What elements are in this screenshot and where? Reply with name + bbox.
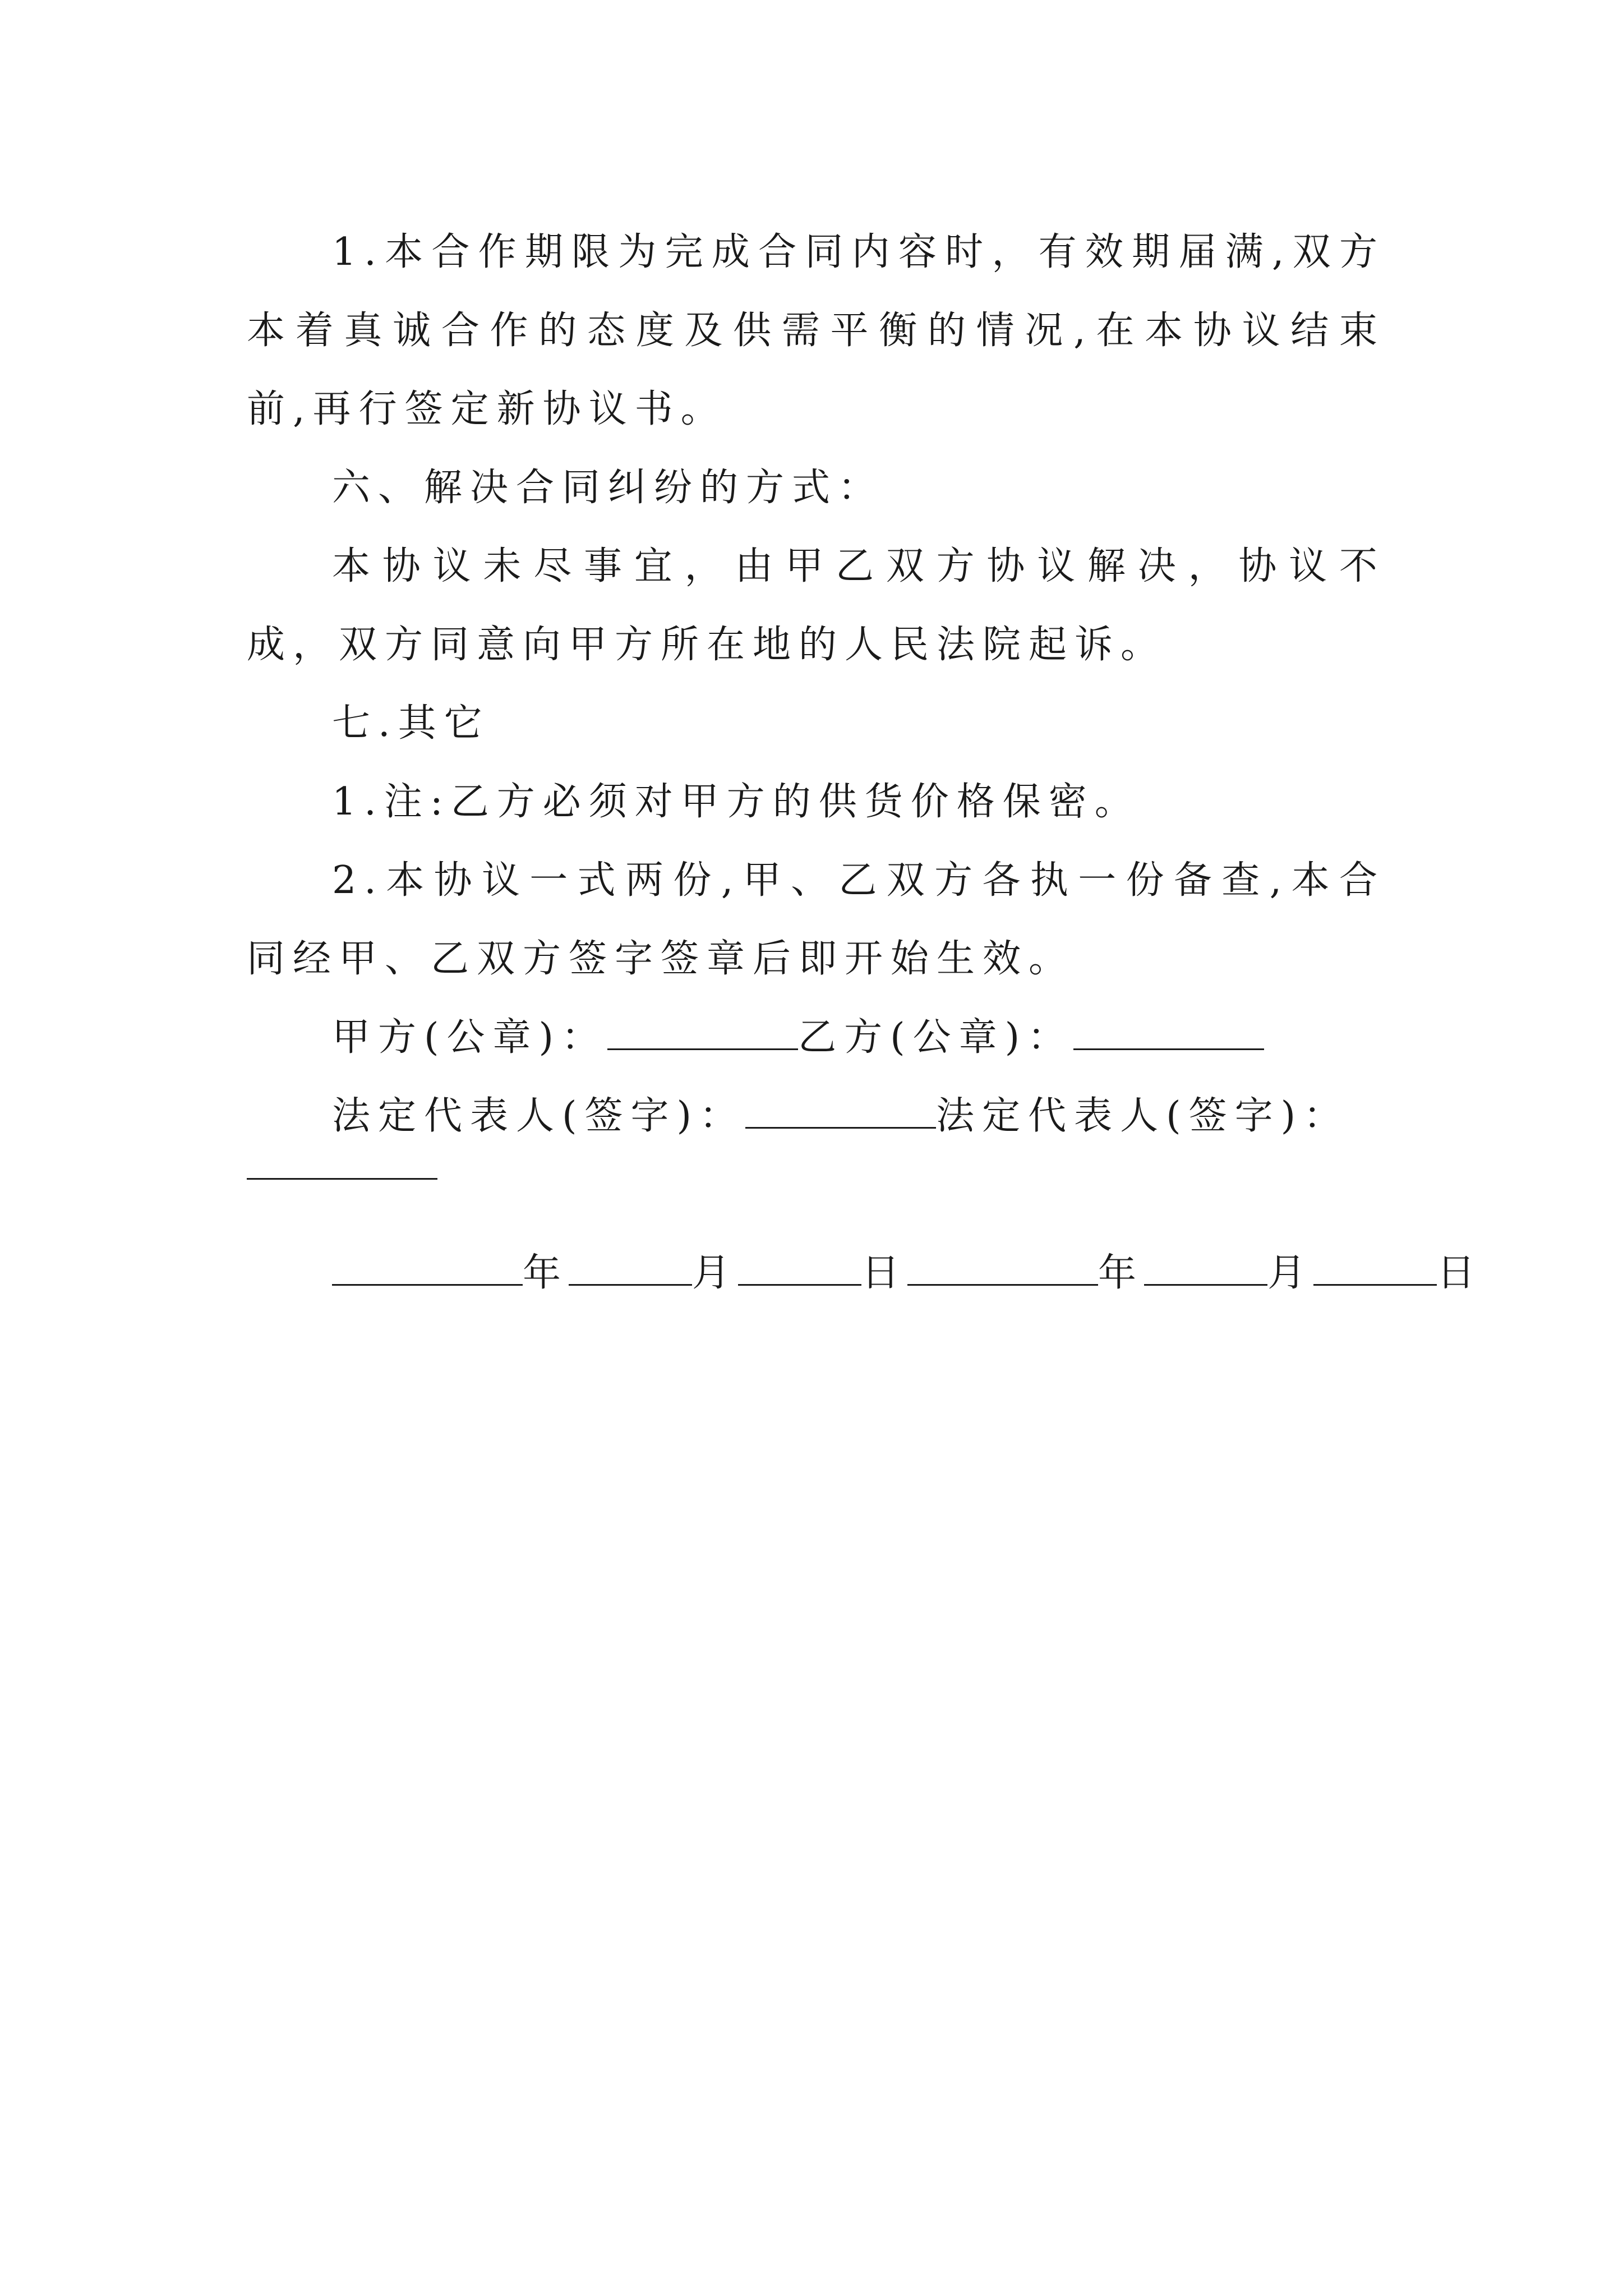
party-b-seal-blank [1073,1014,1264,1050]
party-a-month-label: 月 [692,1251,739,1295]
party-b-day-label: 日 [1437,1251,1483,1295]
party-b-year-blank [907,1249,1098,1286]
copies-effect-paragraph: 2.本协议一式两份,甲、乙双方各执一份备查,本合同经甲、乙双方签字签章后即开始生效。 [247,858,1385,981]
party-b-rep-blank [247,1178,437,1180]
party-b-seal-label: 乙方(公章)： [798,1015,1074,1060]
party-a-year-blank [332,1249,523,1286]
party-a-rep-blank [745,1092,936,1129]
party-b-rep-blank-row [247,1156,1385,1234]
section-six-heading: 六、解决合同纠纷的方式： [332,466,884,510]
party-a-seal-blank [607,1014,798,1050]
clause-term-paragraph: 1.本合作期限为完成合同内容时，有效期届满,双方本着真诚合作的态度及供需平衡的情况,在本协议结束前,再行签定新协议书。 [247,230,1385,431]
party-a-month-blank [569,1249,692,1286]
section-seven-heading: 七.其它 [332,701,490,746]
party-b-day-blank [1313,1249,1437,1286]
party-b-year-label: 年 [1098,1251,1145,1295]
date-row [247,1234,1483,1313]
party-a-day-label: 日 [861,1251,908,1295]
seal-row [247,999,1385,1077]
dispute-resolution-paragraph: 本协议未尽事宜，由甲乙双方协议解决，协议不成，双方同意向甲方所在地的人民法院起诉。 [247,544,1385,667]
party-b-month-label: 月 [1267,1251,1314,1295]
party-b-rep-label: 法定代表人(签字)： [936,1094,1350,1138]
party-a-seal-label: 甲方(公章)： [332,1015,608,1060]
confidentiality-note-paragraph: 1.注:乙方必须对甲方的供货价格保密。 [332,780,1141,824]
party-a-day-blank [738,1249,861,1286]
document-body [247,213,1483,1313]
representative-row [247,1077,1385,1156]
party-a-rep-label: 法定代表人(签字)： [332,1094,746,1138]
party-b-month-blank [1144,1249,1267,1286]
party-a-year-label: 年 [523,1251,569,1295]
